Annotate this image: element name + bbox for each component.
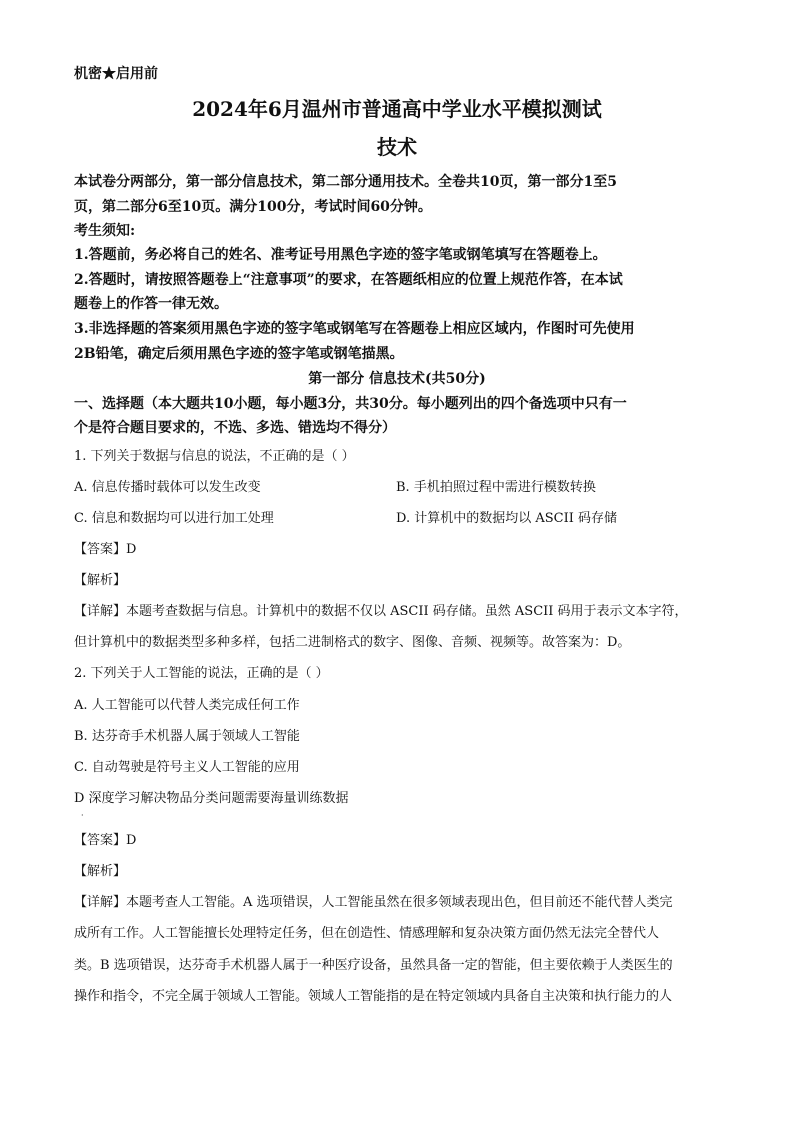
confidential-label: 机密★启用前: [74, 66, 158, 82]
q2-option-a: A. 人工智能可以代替人类完成任何工作: [74, 698, 300, 713]
q2-detail-4: 操作和指令，不完全属于领域人工智能。领域人工智能指的是在特定领域内具备自主决策和执行能力的人: [74, 989, 673, 1004]
q2-stem: 2. 下列关于人工智能的说法，正确的是（ ）: [74, 666, 329, 681]
q2-detail-1: 【详解】本题考查人工智能。A 选项错误，人工智能虽然在很多领域表现出色，但目前还不能代替人类完: [74, 895, 673, 910]
notice-3b: 2B铅笔，确定后须用黑色字迹的签字笔或钢笔描黑。: [74, 346, 404, 362]
q1-detail-1: 【详解】本题考查数据与信息。计算机中的数据不仅以 ASCII 码存储。虽然 ASCII 码用于表示文本字符，: [74, 604, 688, 619]
q1-option-b: B. 手机拍照过程中需进行模数转换: [396, 480, 596, 495]
q1-answer: 【答案】D: [74, 542, 137, 557]
q1-option-d: D. 计算机中的数据均以 ASCII 码存储: [396, 511, 618, 526]
q2-option-c: C. 自动驾驶是符号主义人工智能的应用: [74, 760, 300, 775]
notice-3a: 3.非选择题的答案须用黑色字迹的签字笔或钢笔写在答题卷上相应区域内，作图时可先使用: [74, 321, 635, 337]
q1-option-c: C. 信息和数据均可以进行加工处理: [74, 511, 274, 526]
notice-1: 1.答题前，务必将自己的姓名、准考证号用黑色字迹的签字笔或钢笔填写在答题卷上。: [74, 247, 607, 263]
subject-title: 技术: [377, 135, 417, 159]
q2-detail-2: 成所有工作。人工智能擅长处理特定任务，但在创造性、情感理解和复杂决策方面仍然无法完全替代人: [74, 926, 660, 941]
q2-option-b: B. 达芬奇手术机器人属于领域人工智能: [74, 729, 300, 744]
q2-analysis: 【解析】: [74, 864, 127, 879]
q1-detail-2: 但计算机中的数据类型多种多样，包括二进制格式的数字、图像、音频、视频等。故答案为：D。: [74, 635, 631, 650]
q1-analysis: 【解析】: [74, 573, 127, 588]
stray-mark: ·: [81, 811, 84, 820]
q1-stem: 1. 下列关于数据与信息的说法，不正确的是（ ）: [74, 449, 355, 464]
q2-option-d: D 深度学习解决物品分类问题需要海量训练数据: [74, 791, 349, 806]
exam-title: 2024年6月温州市普通高中学业水平模拟测试: [192, 97, 602, 121]
part1-title: 第一部分 信息技术(共50分): [308, 371, 486, 387]
section-heading-a: 一、选择题（本大题共10小题，每小题3分，共30分。每小题列出的四个备选项中只有一: [74, 396, 627, 412]
intro-line-1: 本试卷分两部分，第一部分信息技术，第二部分通用技术。全卷共10页，第一部分1至5: [74, 174, 617, 190]
q2-answer: 【答案】D: [74, 833, 137, 848]
notice-2a: 2.答题时，请按照答题卷上“注意事项”的要求，在答题纸相应的位置上规范作答，在本试: [74, 272, 623, 288]
q2-detail-3: 类。B 选项错误，达芬奇手术机器人属于一种医疗设备，虽然具备一定的智能，但主要依赖于人类医生的: [74, 958, 673, 973]
section-heading-b: 个是符合题目要求的，不选、多选、错选均不得分）: [74, 420, 396, 436]
q1-option-a: A. 信息传播时载体可以发生改变: [74, 480, 261, 495]
intro-line-2: 页，第二部分6至10页。满分100分，考试时间60分钟。: [74, 199, 432, 215]
notice-2b: 题卷上的作答一律无效。: [74, 296, 228, 312]
notice-title: 考生须知:: [74, 223, 136, 239]
